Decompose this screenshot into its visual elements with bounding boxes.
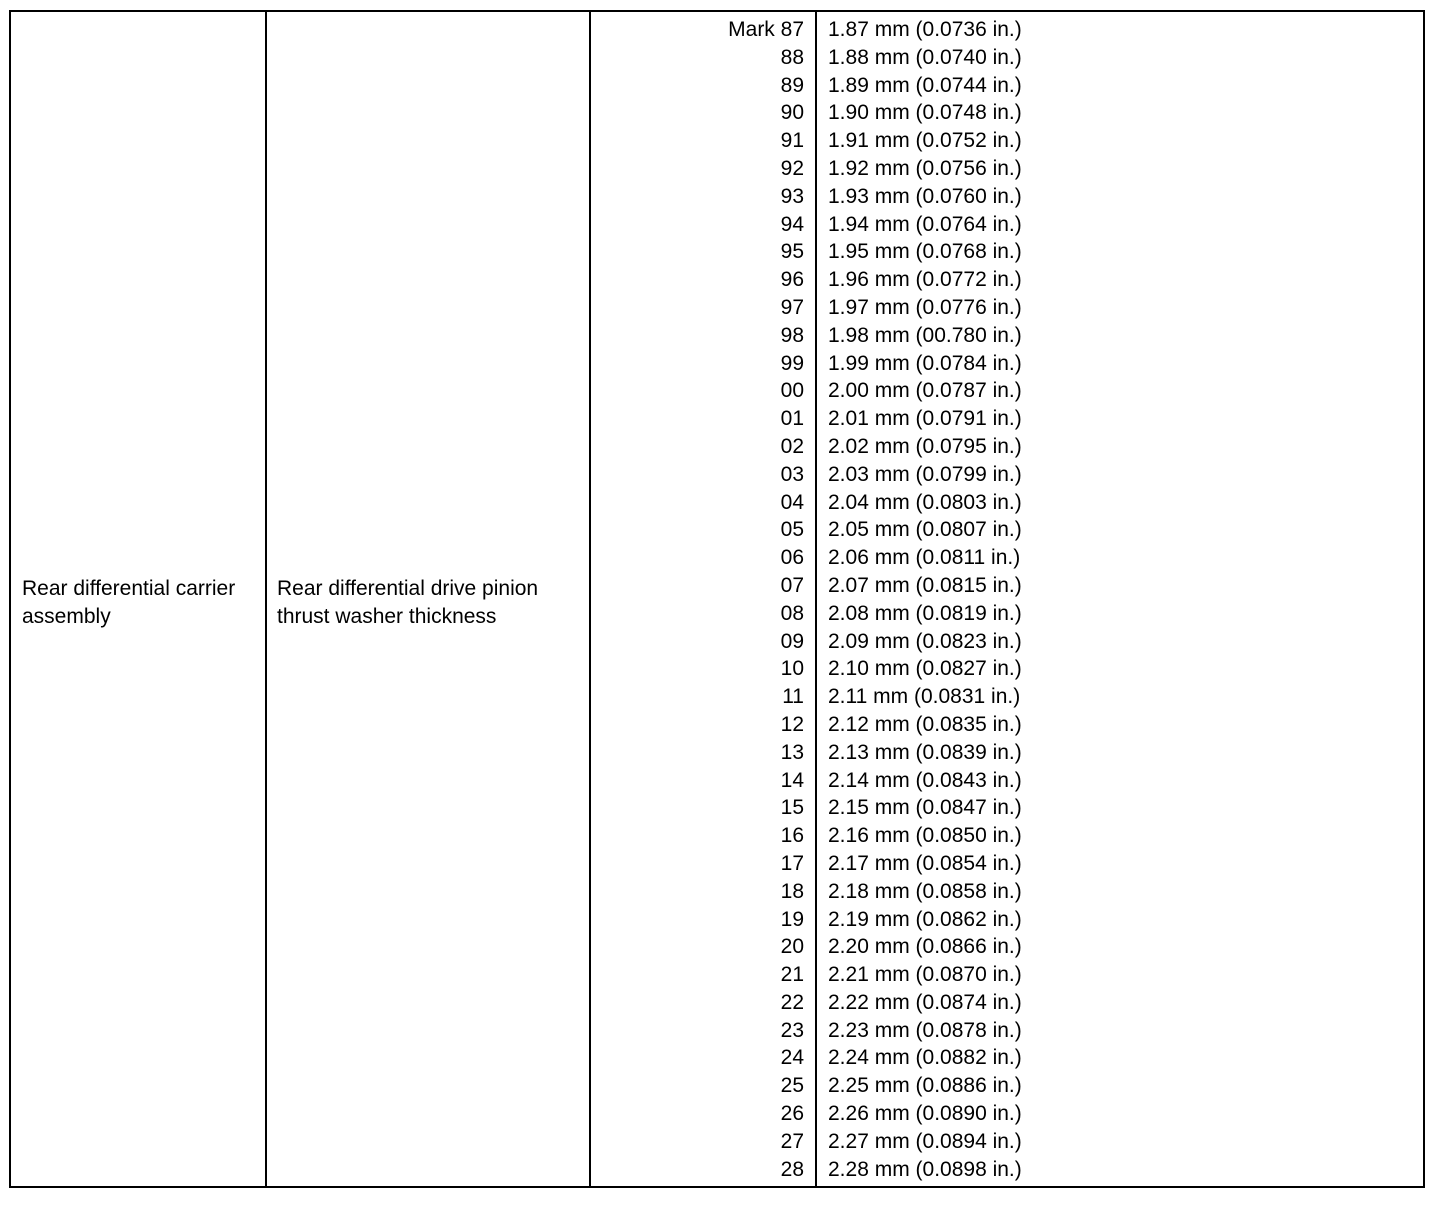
thickness-value: 2.15 mm (0.0847 in.): [828, 796, 1022, 820]
thickness-value: 2.02 mm (0.0795 in.): [828, 434, 1022, 458]
thickness-value: 2.20 mm (0.0866 in.): [828, 935, 1022, 959]
thickness-value: 1.88 mm (0.0740 in.): [828, 45, 1022, 69]
mark-value: 04: [780, 490, 804, 514]
thickness-value: 2.05 mm (0.0807 in.): [828, 518, 1022, 542]
thickness-value: 1.90 mm (0.0748 in.): [828, 101, 1022, 125]
mark-value: 99: [780, 351, 804, 375]
mark-value: 22: [780, 990, 804, 1014]
mark-value: 05: [780, 518, 804, 542]
thickness-value: 2.14 mm (0.0843 in.): [828, 768, 1022, 792]
mark-column: [591, 12, 817, 1186]
thickness-value: 2.18 mm (0.0858 in.): [828, 879, 1022, 903]
mark-value: 26: [780, 1102, 804, 1126]
mark-value: 88: [780, 45, 804, 69]
thickness-value: 2.00 mm (0.0787 in.): [828, 379, 1022, 403]
mark-value: 98: [780, 323, 804, 347]
mark-value: 25: [780, 1074, 804, 1098]
thickness-value: 1.94 mm (0.0764 in.): [828, 212, 1022, 236]
mark-value: 00: [780, 379, 804, 403]
mark-value: 14: [780, 768, 804, 792]
thickness-value: 2.22 mm (0.0874 in.): [828, 990, 1022, 1014]
mark-value: 96: [780, 268, 804, 292]
thickness-value: 1.89 mm (0.0744 in.): [828, 73, 1022, 97]
thickness-value: 2.01 mm (0.0791 in.): [828, 407, 1022, 431]
mark-value: 02: [780, 434, 804, 458]
mark-value: 91: [780, 129, 804, 153]
item-cell: [267, 12, 591, 1186]
thickness-value: 1.91 mm (0.0752 in.): [828, 129, 1022, 153]
thickness-value: 2.24 mm (0.0882 in.): [828, 1046, 1022, 1070]
thickness-value: 2.11 mm (0.0831 in.): [828, 685, 1021, 709]
thickness-value: 2.12 mm (0.0835 in.): [828, 712, 1022, 736]
mark-value: 23: [780, 1018, 804, 1042]
mark-value: 97: [780, 295, 804, 319]
thickness-value: 2.17 mm (0.0854 in.): [828, 851, 1022, 875]
component-name: Rear differential carrier assembly: [22, 577, 236, 628]
thickness-value: 2.09 mm (0.0823 in.): [828, 629, 1022, 653]
mark-list: [591, 16, 815, 1183]
mark-value: 07: [780, 573, 804, 597]
thickness-value: 1.93 mm (0.0760 in.): [828, 184, 1022, 208]
mark-value: 94: [780, 212, 804, 236]
thickness-list: [817, 16, 1423, 1183]
thickness-value: 1.96 mm (0.0772 in.): [828, 268, 1022, 292]
thickness-value: 1.98 mm (00.780 in.): [828, 323, 1022, 347]
thickness-value: 1.95 mm (0.0768 in.): [828, 240, 1022, 264]
component-cell: [11, 12, 267, 1186]
thickness-value: 2.19 mm (0.0862 in.): [828, 907, 1022, 931]
thickness-column: [817, 12, 1423, 1186]
mark-value: 06: [780, 546, 804, 570]
mark-value: 24: [780, 1046, 804, 1070]
mark-value: 16: [780, 824, 804, 848]
mark-value: 03: [780, 462, 804, 486]
mark-value: 09: [780, 629, 804, 653]
thickness-value: 2.13 mm (0.0839 in.): [828, 740, 1022, 764]
thickness-value: 2.10 mm (0.0827 in.): [828, 657, 1022, 681]
mark-value: 95: [780, 240, 804, 264]
thickness-value: 2.06 mm (0.0811 in.): [828, 546, 1021, 570]
thickness-value: 2.08 mm (0.0819 in.): [828, 601, 1022, 625]
mark-value: 21: [780, 963, 804, 987]
mark-value: 90: [780, 101, 804, 125]
mark-value: 89: [780, 73, 804, 97]
thickness-value: 2.28 mm (0.0898 in.): [828, 1157, 1022, 1181]
thickness-value: 2.07 mm (0.0815 in.): [828, 573, 1022, 597]
thickness-value: 2.26 mm (0.0890 in.): [828, 1102, 1022, 1126]
thickness-value: 2.23 mm (0.0878 in.): [828, 1018, 1022, 1042]
thickness-value: 2.27 mm (0.0894 in.): [828, 1129, 1022, 1153]
thickness-value: 2.03 mm (0.0799 in.): [828, 462, 1022, 486]
item-name: Rear differential drive pinion thrust washer thickness: [277, 577, 539, 628]
thickness-value: 1.92 mm (0.0756 in.): [828, 156, 1022, 180]
mark-value: 11: [782, 685, 804, 709]
mark-value: 27: [780, 1129, 804, 1153]
mark-value: 93: [780, 184, 804, 208]
mark-value: 20: [780, 935, 804, 959]
thickness-value: 2.21 mm (0.0870 in.): [828, 963, 1022, 987]
mark-value: 12: [780, 712, 804, 736]
mark-value: 19: [780, 907, 804, 931]
mark-value: 13: [780, 740, 804, 764]
thickness-value: 2.16 mm (0.0850 in.): [828, 824, 1022, 848]
mark-value: Mark 87: [728, 18, 804, 41]
mark-value: 08: [780, 601, 804, 625]
mark-value: 15: [780, 796, 804, 820]
thickness-value: 2.25 mm (0.0886 in.): [828, 1074, 1022, 1098]
mark-value: 28: [780, 1157, 804, 1181]
thickness-value: 1.97 mm (0.0776 in.): [828, 295, 1022, 319]
thickness-value: 1.99 mm (0.0784 in.): [828, 351, 1022, 375]
spec-table: [9, 10, 1425, 1188]
mark-value: 10: [780, 657, 804, 681]
mark-value: 01: [780, 407, 804, 431]
thickness-value: 2.04 mm (0.0803 in.): [828, 490, 1022, 514]
mark-value: 18: [780, 879, 804, 903]
mark-value: 17: [780, 851, 804, 875]
mark-value: 92: [780, 156, 804, 180]
thickness-value: 1.87 mm (0.0736 in.): [828, 18, 1022, 41]
